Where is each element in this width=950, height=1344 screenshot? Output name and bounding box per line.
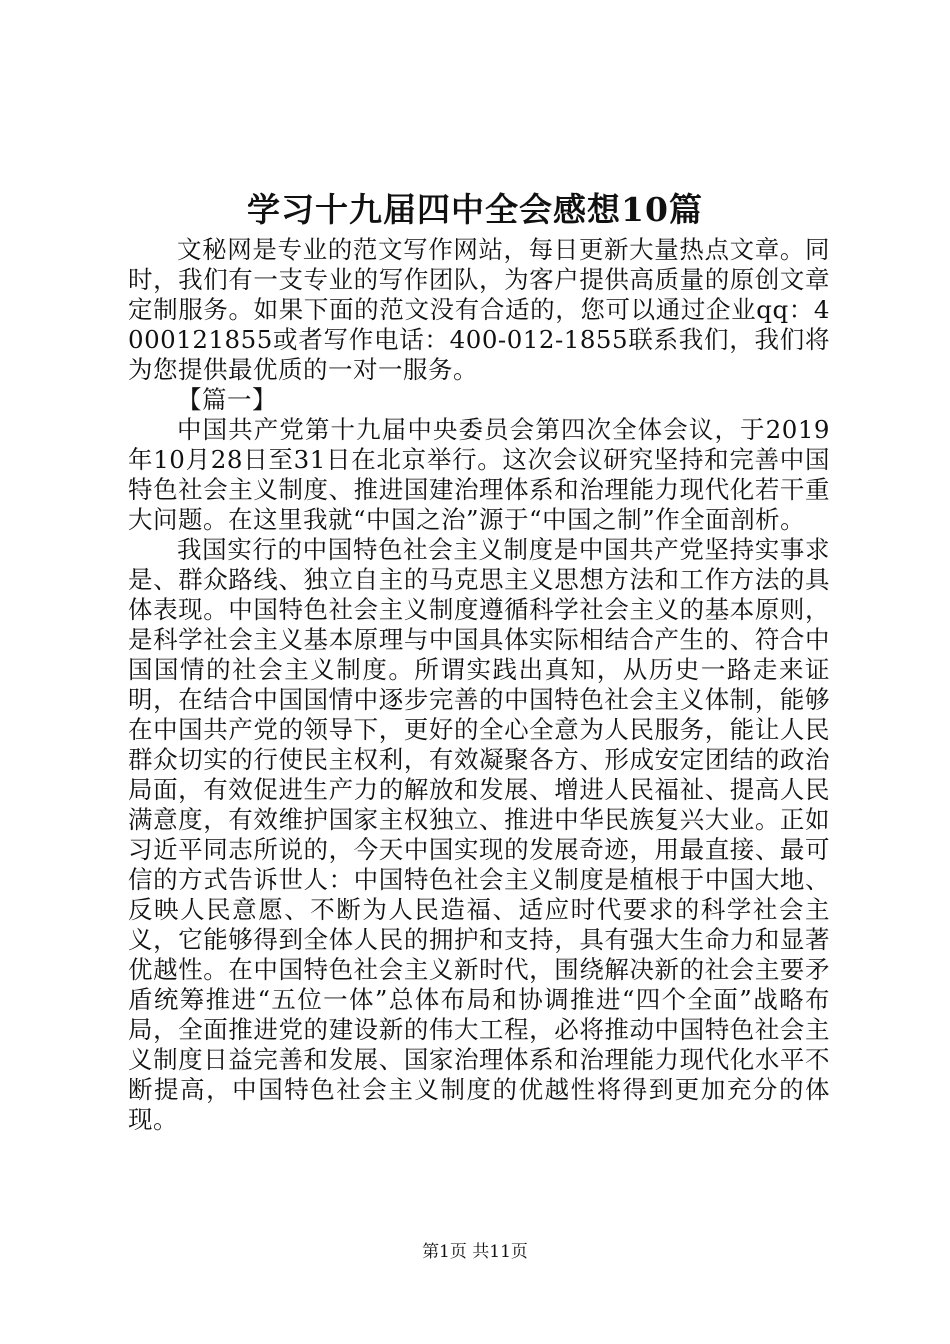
body-paragraph: 中国共产党第十九届中央委员会第四次全体会议，于2019年10月28日至31日在北京举行。这次会议研究坚持和完善中国特色社会主义制度、推进国建治理体系和治理能力现代化若干重大问题。在这里我就“中国之治”源于“中国之制”作全面剖析。 <box>128 415 830 534</box>
body-paragraph: 我国实行的中国特色社会主义制度是中国共产党坚持实事求是、群众路线、独立自主的马克思主义思想方法和工作方法的具体表现。中国特色社会主义制度遵循科学社会主义的基本原则，是科学社会主义基本原理与中国具体实际相结合产生的、符合中国国情的社会主义制度。所谓实践出真知，从历史一路走来证明，在结合中国国情中逐步完善的中国特色社会主义体制，能够在中国共产党的领导下，更好的全心全意为人民服务，能让人民群众切实的行使民主权利，有效凝聚各方、形成安定团结的政治局面，有效促进生产力的解放和发展、增进人民福祉、提高人民满意度，有效维护国家主权独立、推进中华民族复兴大业。正如习近平同志所说的，今天中国实现的发展奇迹，用最直接、最可信的方式告诉世人：中国特色社会主义制度是植根于中国大地、反映人民意愿、不断为人民造福、适应时代要求的科学社会主义，它能够得到全体人民的拥护和支持，具有强大生命力和显著优越性。在中国特色社会主义新时代，围绕解决新的社会主要矛盾统筹推进“五位一体”总体布局和协调推进“四个全面”战略布局，全面推进党的建设新的伟大工程，必将推动中国特色社会主义制度日益完善和发展、国家治理体系和治理能力现代化水平不断提高，中国特色社会主义制度的优越性将得到更加充分的体现。 <box>128 535 830 1134</box>
intro-paragraph: 文秘网是专业的范文写作网站，每日更新大量热点文章。同时，我们有一支专业的写作团队，为客户提供高质量的原创文章定制服务。如果下面的范文没有合适的，您可以通过企业qq：4000121855或者写作电话：400-012-1855联系我们，我们将为您提供最优质的一对一服务。 <box>128 235 830 384</box>
document-title: 学习十九届四中全会感想10篇 <box>247 190 703 229</box>
document-body <box>128 235 830 1135</box>
page-footer: 第1页 共11页 <box>422 1242 528 1262</box>
section-heading: 【篇一】 <box>177 385 277 414</box>
